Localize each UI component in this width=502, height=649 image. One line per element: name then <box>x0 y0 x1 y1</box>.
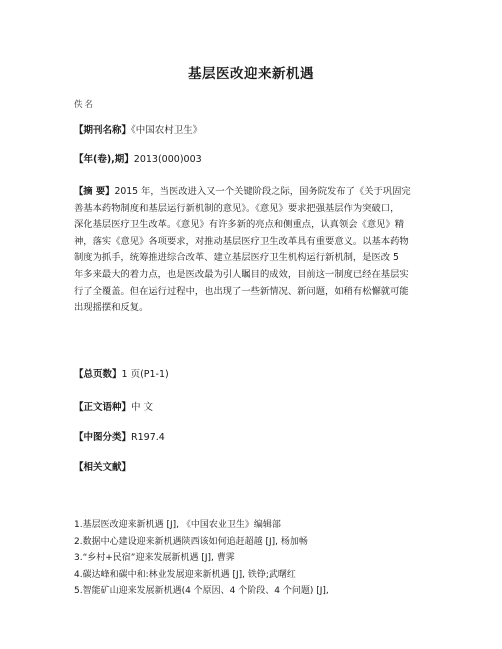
related-item: 1.基层医改迎来新机遇 [J], 《中国农业卫生》编辑部 <box>74 520 281 530</box>
year-label: 【年(卷),期】 <box>74 154 134 165</box>
classification-label: 【中图分类】 <box>74 432 132 443</box>
classification-value: R197.4 <box>131 432 165 443</box>
journal-label: 【期刊名称】 <box>74 125 132 136</box>
related-item: 5.智能矿山迎来发展新机遇(4 个原因、4 个阶段、4 个问题) [J], <box>74 586 329 597</box>
year-value: 2013(000)003 <box>133 154 202 165</box>
abstract-line: 深化基层医疗卫生改革。《意见》有许多新的亮点和侧重点，认真领会《意见》精 <box>74 219 405 231</box>
abstract-label: 【摘 要】 <box>74 186 115 197</box>
abstract-line: 神，落实《意见》各项要求，对推动基层医疗卫生改革具有重要意义。以基本药物 <box>74 235 409 247</box>
year-field <box>74 153 202 167</box>
language-label: 【正文语种】 <box>74 402 132 413</box>
related-item: 3.“乡村+民宿”迎来发展新机遇 [J], 曹霁 <box>74 553 235 564</box>
abstract-line: 【摘 要】2015 年，当医改进入又一个关键阶段之际，国务院发布了《关于巩固完 <box>74 186 411 197</box>
journal-field <box>74 124 202 138</box>
abstract-line: 出现摇摆和反复。 <box>74 302 149 314</box>
related-label: 【相关文献】 <box>74 462 132 473</box>
related-item: 4.碳达峰和碳中和:林业发展迎来新机遇 [J], 铁铮;武曙红 <box>74 569 296 580</box>
abstract-line: 制度为抓手，统筹推进综合改革、建立基层医疗卫生机构运行新机制，是医改 5 <box>74 252 399 264</box>
pages-field <box>74 368 169 382</box>
pages-label: 【总页数】 <box>74 369 122 380</box>
related-field <box>74 461 131 475</box>
document-title: 基层医改迎来新机遇 <box>188 66 314 82</box>
journal-value: 《中国农村卫生》 <box>131 125 203 136</box>
abstract-line: 行了全覆盖。但在运行过程中，也出现了一些新情况、新问题，如稍有松懈就可能 <box>74 285 409 297</box>
abstract-line: 善基本药物制度和基层运行新机制的意见》。《意见》要求把强基层作为突破口， <box>74 202 400 214</box>
related-item: 2.数据中心建设迎来新机遇陕西该如何追赶超越 [J], 杨加畅 <box>74 536 308 547</box>
language-field <box>74 401 153 415</box>
abstract-line: 年多来最大的着力点，也是医改最为引人瞩目的成效，目前这一制度已经在基层实 <box>74 268 409 280</box>
language-value: 中 文 <box>131 402 154 413</box>
pages-value: 1 页(P1-1) <box>121 369 169 380</box>
classification-field <box>74 431 165 445</box>
related-list <box>74 517 329 600</box>
author: 佚名 <box>74 100 96 110</box>
abstract <box>74 184 434 317</box>
